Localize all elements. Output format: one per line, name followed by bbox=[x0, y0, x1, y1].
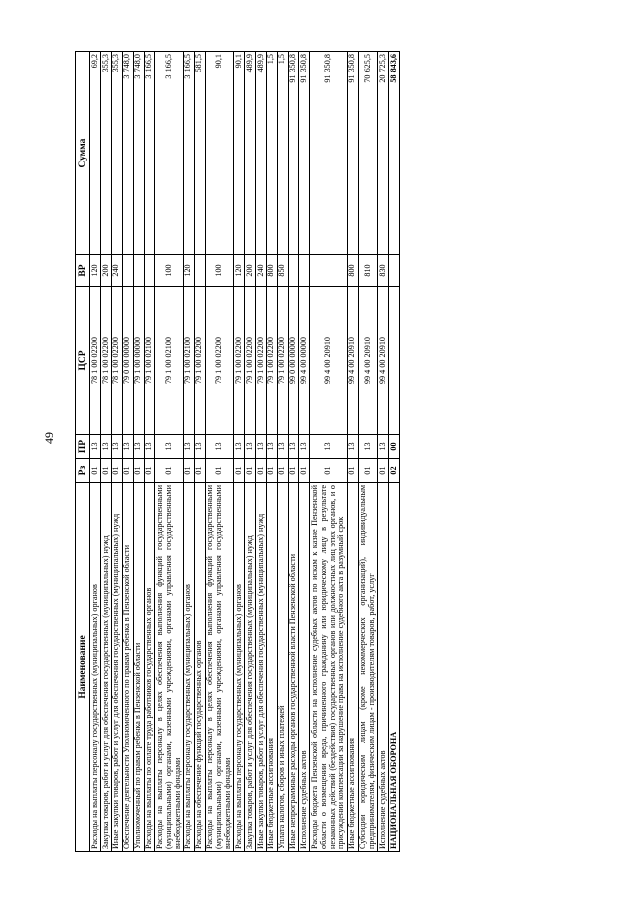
cell-sum: 91 350,8 bbox=[299, 52, 310, 255]
cell-pr: 13 bbox=[347, 435, 358, 459]
cell-csr: 78 1 00 02200 bbox=[90, 287, 101, 435]
cell-pr: 13 bbox=[277, 435, 288, 459]
cell-name: НАЦИОНАЛЬНАЯ ОБОРОНА bbox=[389, 483, 400, 852]
cell-name: Расходы на выплаты персоналу государственных (муниципальных) органов bbox=[234, 483, 245, 852]
cell-rz: 01 bbox=[122, 459, 133, 483]
cell-rz: 01 bbox=[310, 459, 347, 483]
cell-sum: 58 843,6 bbox=[389, 52, 400, 255]
cell-rz: 01 bbox=[277, 459, 288, 483]
cell-pr: 13 bbox=[111, 435, 122, 459]
cell-csr: 99 4 00 20910 bbox=[358, 287, 378, 435]
table-row bbox=[101, 52, 112, 852]
cell-pr: 13 bbox=[205, 435, 234, 459]
table-row bbox=[183, 52, 194, 852]
cell-rz: 01 bbox=[234, 459, 245, 483]
table-row bbox=[378, 52, 389, 852]
cell-rz: 02 bbox=[389, 459, 400, 483]
cell-sum: 3 748,0 bbox=[122, 52, 133, 255]
cell-csr: 79 1 00 02200 bbox=[234, 287, 245, 435]
cell-rz: 01 bbox=[266, 459, 277, 483]
cell-csr: 99 4 00 20910 bbox=[347, 287, 358, 435]
table-header-row bbox=[76, 52, 90, 852]
cell-sum: 3 748,0 bbox=[133, 52, 144, 255]
cell-vr: 200 bbox=[101, 255, 112, 287]
cell-name: Расходы на выплаты персоналу государственных (муниципальных) органов bbox=[90, 483, 101, 852]
cell-sum: 3 166,5 bbox=[183, 52, 194, 255]
cell-sum: 91 350,8 bbox=[310, 52, 347, 255]
cell-name: Расходы на выплаты персоналу государственных (муниципальных) органов bbox=[183, 483, 194, 852]
cell-pr: 13 bbox=[133, 435, 144, 459]
header-csr: ЦСР bbox=[76, 287, 90, 435]
cell-pr: 13 bbox=[90, 435, 101, 459]
cell-csr: 99 4 00 00000 bbox=[299, 287, 310, 435]
cell-vr: 800 bbox=[347, 255, 358, 287]
cell-vr bbox=[310, 255, 347, 287]
cell-name: Закупка товаров, работ и услуг для обеспечения государственных (муниципальных) нужд bbox=[101, 483, 112, 852]
cell-vr: 810 bbox=[358, 255, 378, 287]
cell-rz: 01 bbox=[183, 459, 194, 483]
cell-csr: 79 1 00 02200 bbox=[266, 287, 277, 435]
cell-vr: 240 bbox=[111, 255, 122, 287]
cell-vr: 100 bbox=[155, 255, 184, 287]
cell-csr: 79 1 00 02200 bbox=[245, 287, 256, 435]
rotated-page-content bbox=[75, 52, 570, 852]
cell-rz: 01 bbox=[288, 459, 299, 483]
cell-name: Обеспечение деятельности Уполномоченного по правам ребенка в Пензенской области bbox=[122, 483, 133, 852]
cell-rz: 01 bbox=[194, 459, 205, 483]
cell-csr: 79 1 00 00000 bbox=[133, 287, 144, 435]
cell-rz: 01 bbox=[144, 459, 155, 483]
cell-csr: 79 1 00 02200 bbox=[256, 287, 267, 435]
cell-rz: 01 bbox=[299, 459, 310, 483]
table-row bbox=[234, 52, 245, 852]
cell-rz: 01 bbox=[111, 459, 122, 483]
cell-pr: 13 bbox=[288, 435, 299, 459]
cell-sum: 91 350,8 bbox=[288, 52, 299, 255]
cell-pr: 13 bbox=[144, 435, 155, 459]
cell-vr: 800 bbox=[266, 255, 277, 287]
cell-rz: 01 bbox=[378, 459, 389, 483]
table-row bbox=[144, 52, 155, 852]
table-row bbox=[299, 52, 310, 852]
table-row bbox=[133, 52, 144, 852]
cell-sum: 1,5 bbox=[277, 52, 288, 255]
cell-pr: 13 bbox=[183, 435, 194, 459]
cell-sum: 3 166,5 bbox=[155, 52, 184, 255]
cell-csr: 79 1 00 02200 bbox=[194, 287, 205, 435]
cell-rz: 01 bbox=[205, 459, 234, 483]
header-name: Наименование bbox=[76, 483, 90, 852]
table-row bbox=[277, 52, 288, 852]
cell-pr: 13 bbox=[358, 435, 378, 459]
table-total-row bbox=[389, 52, 400, 852]
cell-name: Иные закупки товаров, работ и услуг для обеспечения государственных (муниципальных) нужд bbox=[256, 483, 267, 852]
cell-vr bbox=[144, 255, 155, 287]
cell-name: Расходы на выплаты персоналу в целях обеспечения выполнения функций государственными (муниципальными) органами, казенными учреждениями, органами управления государственными внебюджетными фондами bbox=[155, 483, 184, 852]
cell-name: Расходы на обеспечение функций государственных органов bbox=[194, 483, 205, 852]
cell-vr bbox=[133, 255, 144, 287]
page-number: 49 bbox=[42, 432, 56, 444]
cell-vr: 120 bbox=[183, 255, 194, 287]
cell-rz: 01 bbox=[347, 459, 358, 483]
cell-vr: 240 bbox=[256, 255, 267, 287]
cell-csr: 99 4 00 20910 bbox=[378, 287, 389, 435]
cell-pr: 13 bbox=[245, 435, 256, 459]
cell-csr: 99 0 00 00000 bbox=[288, 287, 299, 435]
cell-rz: 01 bbox=[358, 459, 378, 483]
cell-csr: 79 1 00 02200 bbox=[277, 287, 288, 435]
header-sum: Сумма bbox=[76, 52, 90, 255]
cell-pr: 13 bbox=[234, 435, 245, 459]
cell-pr: 13 bbox=[194, 435, 205, 459]
header-vr: ВР bbox=[76, 255, 90, 287]
cell-vr bbox=[299, 255, 310, 287]
cell-vr: 120 bbox=[90, 255, 101, 287]
cell-vr bbox=[288, 255, 299, 287]
cell-rz: 01 bbox=[90, 459, 101, 483]
cell-name: Исполнение судебных актов bbox=[378, 483, 389, 852]
cell-rz: 01 bbox=[133, 459, 144, 483]
cell-sum: 1,5 bbox=[266, 52, 277, 255]
cell-csr bbox=[389, 287, 400, 435]
table-row bbox=[347, 52, 358, 852]
header-pr: ПР bbox=[76, 435, 90, 459]
cell-pr: 00 bbox=[389, 435, 400, 459]
cell-vr: 200 bbox=[245, 255, 256, 287]
cell-name: Иные бюджетные ассигнования bbox=[266, 483, 277, 852]
cell-vr bbox=[122, 255, 133, 287]
cell-csr: 99 4 00 20910 bbox=[310, 287, 347, 435]
table-row bbox=[194, 52, 205, 852]
cell-rz: 01 bbox=[245, 459, 256, 483]
cell-name: Закупка товаров, работ и услуг для обеспечения государственных (муниципальных) нужд bbox=[245, 483, 256, 852]
cell-vr: 100 bbox=[205, 255, 234, 287]
cell-pr: 13 bbox=[155, 435, 184, 459]
cell-sum: 489,9 bbox=[256, 52, 267, 255]
header-rz: Рз bbox=[76, 459, 90, 483]
cell-vr bbox=[389, 255, 400, 287]
cell-sum: 90,1 bbox=[205, 52, 234, 255]
cell-sum: 69,2 bbox=[90, 52, 101, 255]
cell-csr: 79 1 00 02100 bbox=[155, 287, 184, 435]
cell-sum: 91 350,8 bbox=[347, 52, 358, 255]
cell-name: Субсидии юридическим лицам (кроме некоммерческих организаций), индивидуальным предпринимателям, физическим лицам - производителям товаров, работ, услуг bbox=[358, 483, 378, 852]
cell-name: Уплата налогов, сборов и иных платежей bbox=[277, 483, 288, 852]
cell-sum: 581,5 bbox=[194, 52, 205, 255]
cell-vr: 120 bbox=[234, 255, 245, 287]
table-row bbox=[358, 52, 378, 852]
cell-rz: 01 bbox=[101, 459, 112, 483]
cell-name: Уполномоченный по правам ребенка в Пензенской области bbox=[133, 483, 144, 852]
cell-name: Иные бюджетные ассигнования bbox=[347, 483, 358, 852]
table-row bbox=[310, 52, 347, 852]
table-row bbox=[111, 52, 122, 852]
cell-pr: 13 bbox=[310, 435, 347, 459]
cell-vr: 850 bbox=[277, 255, 288, 287]
cell-pr: 13 bbox=[266, 435, 277, 459]
table-row bbox=[245, 52, 256, 852]
table-row bbox=[266, 52, 277, 852]
cell-pr: 13 bbox=[299, 435, 310, 459]
cell-csr: 79 1 00 02100 bbox=[183, 287, 194, 435]
budget-table bbox=[75, 51, 400, 852]
cell-pr: 13 bbox=[122, 435, 133, 459]
cell-name: Расходы на выплаты персоналу в целях обеспечения выполнения функций государственными (муниципальными) органами, казенными учреждениями, органами управления государственными внебюджетными фондами bbox=[205, 483, 234, 852]
cell-name: Расходы бюджета Пензенской области на исполнение судебных актов по искам к казне Пензенской области о возмещении вреда, причиненного гражданину или юридическому лицу в результате незаконных действий (бездействия) государственных органов или должностных лиц этих органов, и о присуждении компенсации за нарушение права на исполнение судебного акта в разумный срок bbox=[310, 483, 347, 852]
table-row bbox=[122, 52, 133, 852]
table-row bbox=[205, 52, 234, 852]
table-row bbox=[288, 52, 299, 852]
cell-csr: 78 1 00 02200 bbox=[101, 287, 112, 435]
cell-name: Исполнение судебных актов bbox=[299, 483, 310, 852]
cell-pr: 13 bbox=[256, 435, 267, 459]
cell-pr: 13 bbox=[378, 435, 389, 459]
table-row bbox=[90, 52, 101, 852]
cell-rz: 01 bbox=[256, 459, 267, 483]
cell-csr: 79 0 00 00000 bbox=[122, 287, 133, 435]
table-row bbox=[256, 52, 267, 852]
cell-sum: 90,1 bbox=[234, 52, 245, 255]
cell-sum: 20 725,3 bbox=[378, 52, 389, 255]
cell-name: Расходы на выплаты по оплате труда работников государственных органов bbox=[144, 483, 155, 852]
table-row bbox=[155, 52, 184, 852]
cell-vr bbox=[194, 255, 205, 287]
cell-name: Иные закупки товаров, работ и услуг для обеспечения государственных (муниципальных) нужд bbox=[111, 483, 122, 852]
cell-sum: 355,3 bbox=[101, 52, 112, 255]
cell-vr: 830 bbox=[378, 255, 389, 287]
table-body bbox=[90, 52, 400, 852]
cell-rz: 01 bbox=[155, 459, 184, 483]
cell-sum: 355,3 bbox=[111, 52, 122, 255]
cell-csr: 78 1 00 02200 bbox=[111, 287, 122, 435]
cell-pr: 13 bbox=[101, 435, 112, 459]
cell-csr: 79 1 00 02100 bbox=[144, 287, 155, 435]
cell-csr: 79 1 00 02200 bbox=[205, 287, 234, 435]
cell-name: Иные непрограммные расходы органов государственной власти Пензенской области bbox=[288, 483, 299, 852]
cell-sum: 3 166,5 bbox=[144, 52, 155, 255]
cell-sum: 70 625,5 bbox=[358, 52, 378, 255]
cell-sum: 489,9 bbox=[245, 52, 256, 255]
